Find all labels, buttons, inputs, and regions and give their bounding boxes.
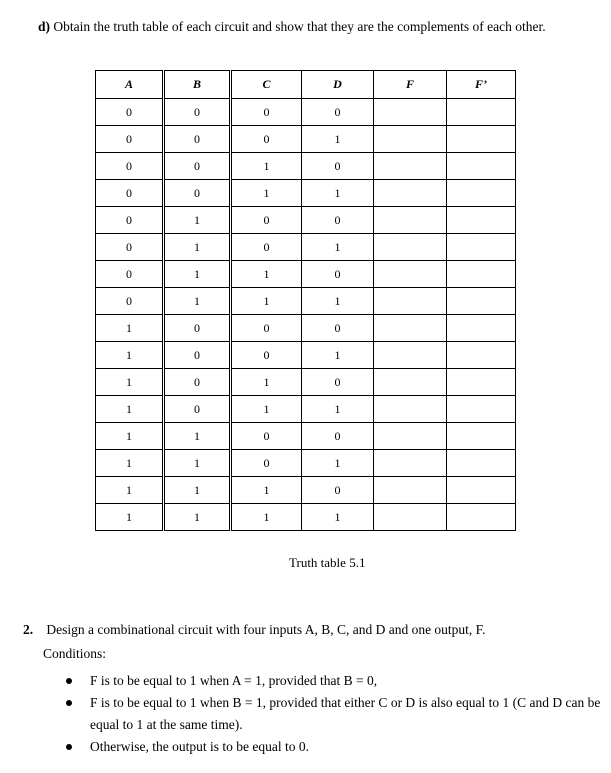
cell-a: 0 <box>96 288 164 315</box>
bullet-dot-icon <box>66 744 72 750</box>
cell-b: 0 <box>164 342 231 369</box>
cell-b: 1 <box>164 207 231 234</box>
cell-d: 0 <box>302 261 374 288</box>
truth-table-header-row <box>96 71 516 99</box>
cell-b: 0 <box>164 369 231 396</box>
cell-b: 1 <box>164 288 231 315</box>
truth-table-row <box>96 315 516 342</box>
cell-f <box>374 99 447 126</box>
cell-c: 1 <box>231 261 302 288</box>
truth-table-row <box>96 477 516 504</box>
cell-c: 1 <box>231 180 302 207</box>
cell-f <box>374 450 447 477</box>
truth-table-row <box>96 261 516 288</box>
cell-b: 1 <box>164 234 231 261</box>
cell-d: 1 <box>302 234 374 261</box>
cell-a: 1 <box>96 396 164 423</box>
cell-d: 1 <box>302 126 374 153</box>
cell-f <box>374 423 447 450</box>
bullet-dot-icon <box>66 678 72 684</box>
cell-f <box>374 153 447 180</box>
header-cell-f: F <box>374 71 447 99</box>
cell-f <box>374 342 447 369</box>
cell-c: 1 <box>231 477 302 504</box>
cell-d: 1 <box>302 180 374 207</box>
cell-f-complement <box>447 396 516 423</box>
truth-table-row <box>96 369 516 396</box>
cell-b: 0 <box>164 315 231 342</box>
cell-c: 0 <box>231 207 302 234</box>
cell-c: 1 <box>231 288 302 315</box>
cell-d: 0 <box>302 369 374 396</box>
cell-f-complement <box>447 153 516 180</box>
cell-c: 0 <box>231 99 302 126</box>
cell-b: 0 <box>164 126 231 153</box>
cell-b: 1 <box>164 423 231 450</box>
truth-table-row <box>96 504 516 531</box>
cell-c: 1 <box>231 396 302 423</box>
cell-d: 0 <box>302 477 374 504</box>
part-d-label: d) <box>38 19 51 34</box>
cell-f-complement <box>447 207 516 234</box>
cell-b: 0 <box>164 180 231 207</box>
bullet-dot-icon <box>66 700 72 706</box>
cell-d: 0 <box>302 207 374 234</box>
condition-item <box>62 692 607 736</box>
question-2-text: Design a combinational circuit with four inputs A, B, C, and D and one output, F. <box>46 622 486 637</box>
truth-table <box>95 70 516 531</box>
cell-d: 1 <box>302 396 374 423</box>
cell-a: 0 <box>96 261 164 288</box>
header-cell-a: A <box>96 71 164 99</box>
header-cell-f-complement: F’ <box>447 71 516 99</box>
cell-f-complement <box>447 504 516 531</box>
condition-text: F is to be equal to 1 when B = 1, provided that either C or D is also equal to 1 (C and D can be equal to 1 at the same time). <box>90 695 601 732</box>
truth-table-row <box>96 396 516 423</box>
cell-b: 0 <box>164 153 231 180</box>
truth-table-row <box>96 126 516 153</box>
cell-b: 1 <box>164 477 231 504</box>
cell-c: 0 <box>231 450 302 477</box>
cell-f <box>374 315 447 342</box>
truth-table-row <box>96 180 516 207</box>
header-cell-c: C <box>231 71 302 99</box>
cell-b: 1 <box>164 504 231 531</box>
cell-f <box>374 369 447 396</box>
truth-table-row <box>96 423 516 450</box>
cell-f <box>374 288 447 315</box>
truth-table-body <box>96 99 516 531</box>
cell-b: 0 <box>164 99 231 126</box>
conditions-list <box>62 670 607 758</box>
cell-a: 1 <box>96 423 164 450</box>
cell-f <box>374 477 447 504</box>
cell-d: 1 <box>302 288 374 315</box>
cell-d: 1 <box>302 342 374 369</box>
cell-c: 0 <box>231 126 302 153</box>
cell-a: 1 <box>96 315 164 342</box>
cell-f-complement <box>447 450 516 477</box>
cell-f <box>374 396 447 423</box>
cell-f <box>374 261 447 288</box>
cell-c: 0 <box>231 315 302 342</box>
cell-f <box>374 234 447 261</box>
truth-table-row <box>96 450 516 477</box>
cell-d: 1 <box>302 450 374 477</box>
cell-f-complement <box>447 423 516 450</box>
cell-a: 1 <box>96 369 164 396</box>
cell-a: 0 <box>96 99 164 126</box>
cell-b: 1 <box>164 450 231 477</box>
cell-b: 0 <box>164 396 231 423</box>
condition-item <box>62 670 607 692</box>
cell-f-complement <box>447 477 516 504</box>
cell-a: 0 <box>96 153 164 180</box>
cell-f-complement <box>447 315 516 342</box>
cell-f-complement <box>447 342 516 369</box>
question-2-number: 2. <box>23 622 34 637</box>
cell-a: 0 <box>96 126 164 153</box>
cell-a: 1 <box>96 450 164 477</box>
truth-table-row <box>96 342 516 369</box>
truth-table-row <box>96 234 516 261</box>
cell-c: 0 <box>231 234 302 261</box>
header-cell-d: D <box>302 71 374 99</box>
cell-a: 0 <box>96 234 164 261</box>
cell-d: 0 <box>302 423 374 450</box>
cell-a: 0 <box>96 180 164 207</box>
cell-c: 0 <box>231 342 302 369</box>
cell-c: 1 <box>231 153 302 180</box>
part-d-heading <box>38 19 546 35</box>
cell-f-complement <box>447 99 516 126</box>
cell-f <box>374 180 447 207</box>
condition-text: Otherwise, the output is to be equal to 0. <box>90 739 309 754</box>
cell-d: 0 <box>302 315 374 342</box>
cell-f <box>374 207 447 234</box>
cell-a: 0 <box>96 207 164 234</box>
cell-a: 1 <box>96 504 164 531</box>
truth-table-row <box>96 99 516 126</box>
cell-d: 0 <box>302 153 374 180</box>
cell-a: 1 <box>96 477 164 504</box>
question-2 <box>23 622 486 638</box>
cell-c: 0 <box>231 423 302 450</box>
cell-f <box>374 126 447 153</box>
condition-text: F is to be equal to 1 when A = 1, provided that B = 0, <box>90 673 378 688</box>
truth-table-row <box>96 153 516 180</box>
cell-f-complement <box>447 369 516 396</box>
condition-item <box>62 736 607 758</box>
conditions-label: Conditions: <box>43 646 107 661</box>
truth-table-row <box>96 288 516 315</box>
cell-f-complement <box>447 288 516 315</box>
table-caption: Truth table 5.1 <box>289 555 366 570</box>
cell-a: 1 <box>96 342 164 369</box>
cell-b: 1 <box>164 261 231 288</box>
header-cell-b: B <box>164 71 231 99</box>
cell-f <box>374 504 447 531</box>
truth-table-row <box>96 207 516 234</box>
cell-c: 1 <box>231 369 302 396</box>
part-d-text: Obtain the truth table of each circuit and show that they are the complements of each other. <box>53 19 546 34</box>
cell-f-complement <box>447 234 516 261</box>
cell-f-complement <box>447 261 516 288</box>
cell-c: 1 <box>231 504 302 531</box>
cell-f-complement <box>447 180 516 207</box>
cell-f-complement <box>447 126 516 153</box>
cell-d: 0 <box>302 99 374 126</box>
cell-d: 1 <box>302 504 374 531</box>
